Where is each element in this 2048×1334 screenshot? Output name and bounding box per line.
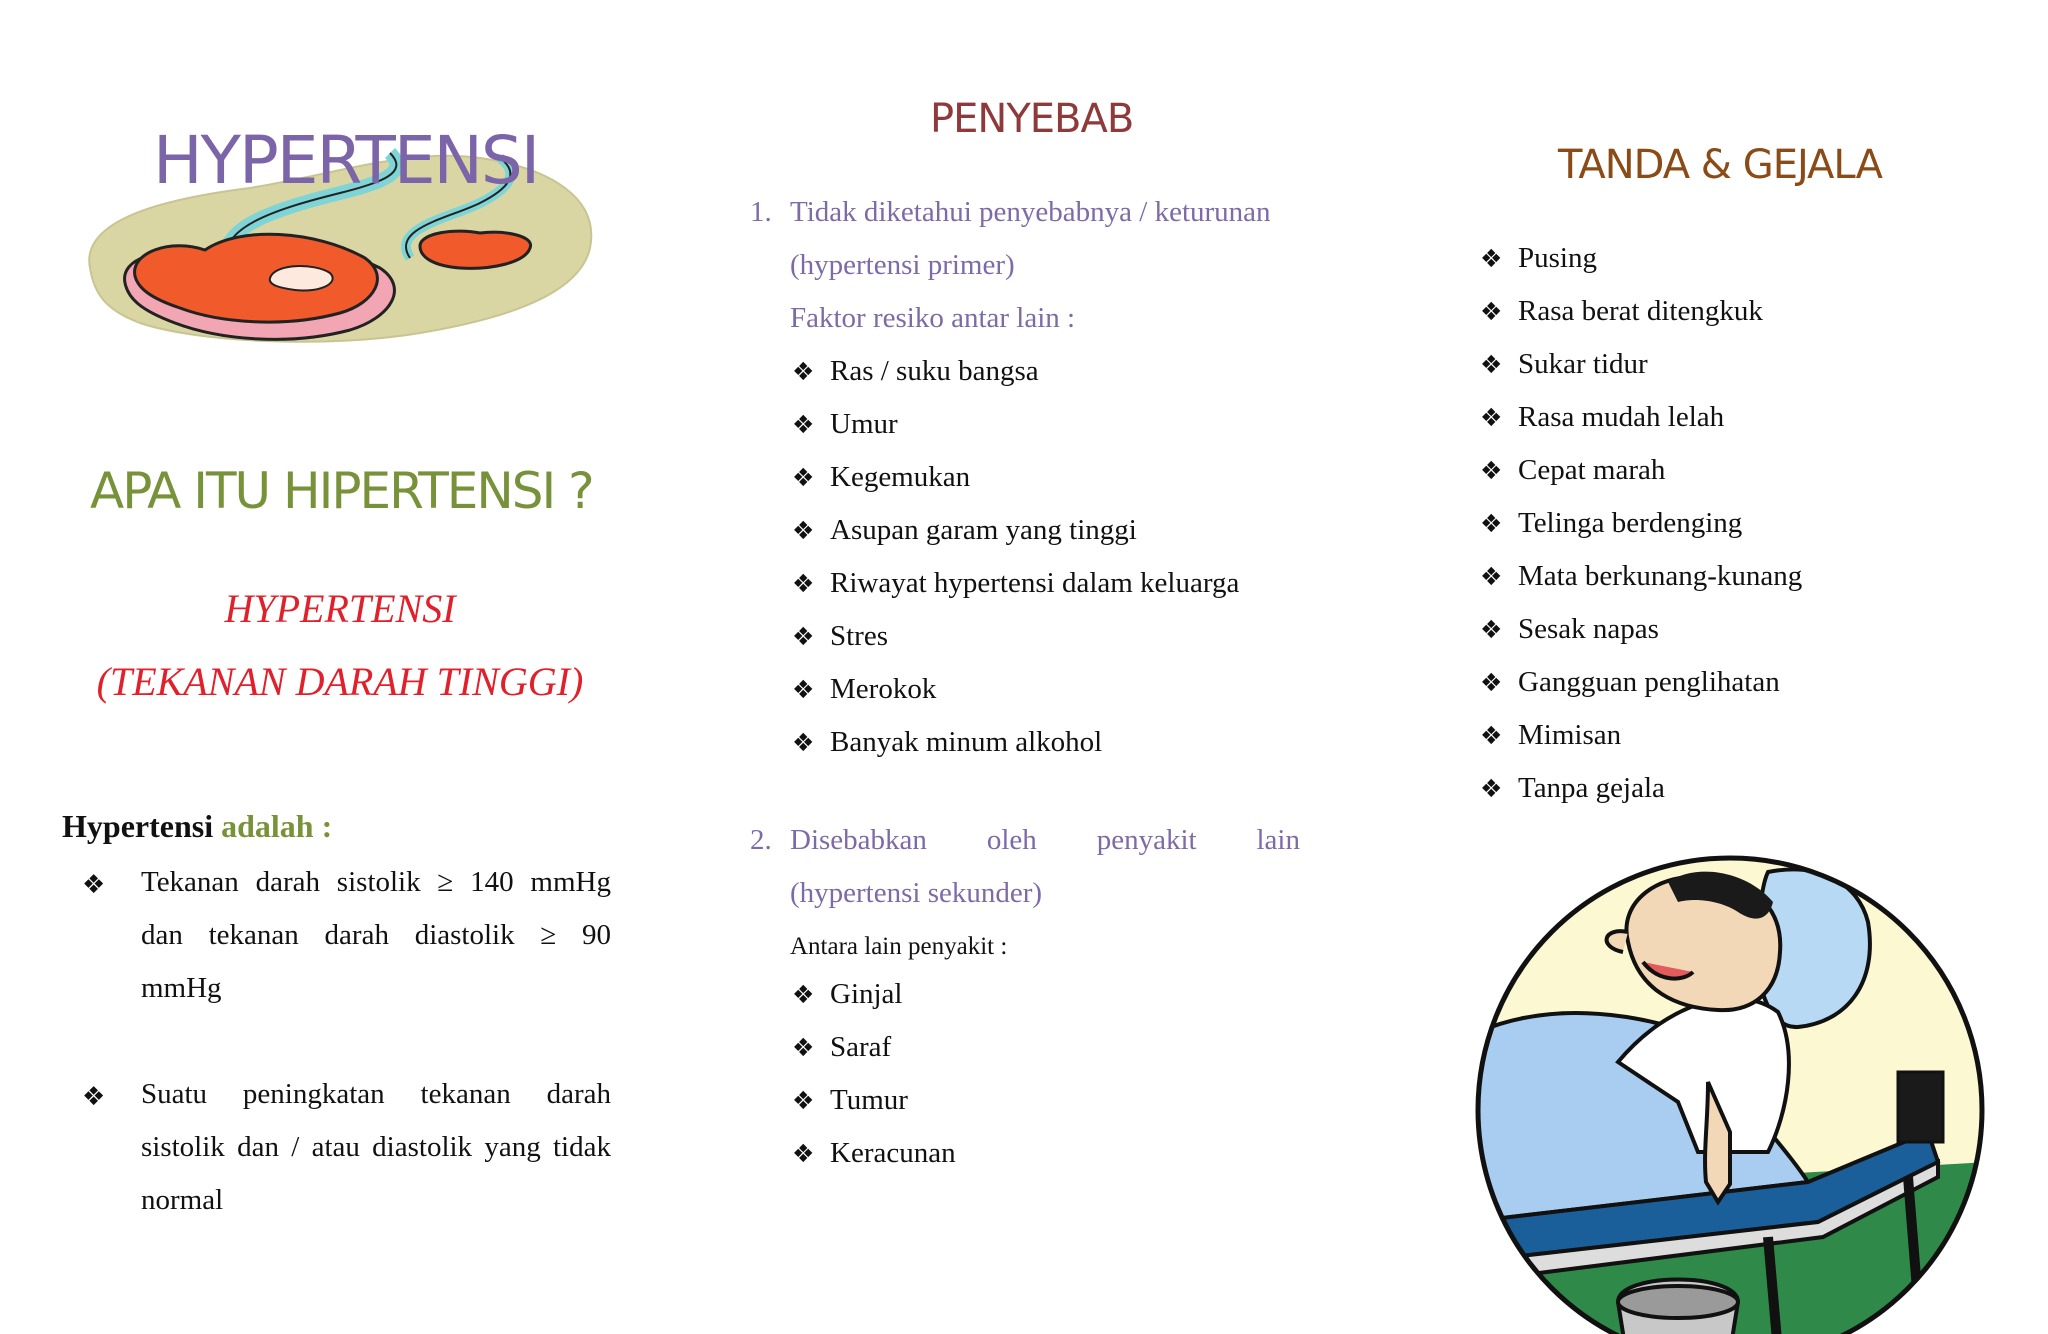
list-item (1480, 242, 1597, 275)
sweat-drop-2 (1563, 897, 1576, 912)
definition-bullet2-line2: sistolik dan / atau diastolik yang tidak (141, 1131, 611, 1163)
list-item (792, 567, 1239, 600)
heart-highlight (270, 266, 333, 291)
list-item-label: Pusing (1518, 242, 1597, 274)
sweat-drop (1588, 867, 1601, 882)
heart-small (420, 231, 531, 268)
list-item (792, 673, 936, 706)
cause2-line1: Disebabkan oleh penyakit lain (790, 824, 1300, 856)
penyebab-heading: PENYEBAB (930, 96, 1134, 142)
list-item-label: Tanpa gejala (1518, 772, 1665, 804)
definition-bullet1-line1: Tekanan darah sistolik ≥ 140 mmHg (141, 866, 611, 898)
definition-bullet1-line3: mmHg (141, 972, 222, 1004)
cause1-line2: (hypertensi primer) (790, 249, 1015, 281)
bullet-icon: ❖ (792, 463, 815, 492)
list-item-label: Merokok (830, 673, 937, 705)
list-item (1480, 613, 1659, 646)
definition-bullet2-line1: Suatu peningkatan tekanan darah (141, 1078, 611, 1110)
list-item (1480, 295, 1763, 328)
list-item (792, 514, 1137, 547)
title: HYPERTENSI (153, 122, 539, 199)
bullet-icon: ❖ (82, 870, 106, 900)
subtitle-line1: HYPERTENSI (224, 586, 456, 631)
bullet-icon: ❖ (1480, 403, 1503, 432)
list-item (1480, 560, 1802, 593)
list-item (792, 726, 1102, 759)
cause1-sublabel: Faktor resiko antar lain : (790, 302, 1076, 334)
list-item-label: Stres (830, 620, 888, 652)
bullet-icon: ❖ (1480, 509, 1503, 538)
cause1-line1: Tidak diketahui penyebabnya / keturunan (790, 196, 1271, 228)
bullet-icon: ❖ (792, 980, 815, 1009)
list-item-label: Sukar tidur (1518, 348, 1648, 380)
bullet-icon: ❖ (792, 1033, 815, 1062)
subtitle-line2: (TEKANAN DARAH TINGGI) (96, 659, 584, 704)
list-item (1480, 507, 1742, 540)
list-item (792, 978, 903, 1011)
bullet-icon: ❖ (1480, 456, 1503, 485)
list-item (792, 1084, 908, 1117)
list-item-label: Cepat marah (1518, 454, 1666, 486)
list-item-label: Tumur (830, 1084, 908, 1116)
list-item (1480, 719, 1621, 752)
bed-control-box (1898, 1072, 1943, 1142)
list-item-label: Umur (830, 408, 898, 440)
list-item-label: Banyak minum alkohol (830, 726, 1103, 758)
bullet-icon: ❖ (82, 1082, 106, 1112)
list-item-label: Gangguan penglihatan (1518, 666, 1780, 698)
question-heading: APA ITU HIPERTENSI ? (90, 462, 593, 520)
bullet-icon: ❖ (1480, 562, 1503, 591)
list-item (1480, 454, 1665, 487)
definition-bullet2-line3: normal (141, 1184, 224, 1216)
list-item-label: Rasa mudah lelah (1518, 401, 1725, 433)
list-item-label: Keracunan (830, 1137, 956, 1169)
list-item (792, 355, 1039, 388)
list-item (1480, 772, 1665, 805)
list-item-label: Mimisan (1518, 719, 1622, 751)
sick-patient-clipart (1468, 832, 1988, 1334)
bullet-icon: ❖ (792, 622, 815, 651)
list-item-label: Telinga berdenging (1518, 507, 1743, 539)
bullet-icon: ❖ (792, 675, 815, 704)
list-item (792, 620, 888, 653)
cause2-sublabel: Antara lain penyakit : (790, 933, 1008, 960)
list-item-label: Ras / suku bangsa (830, 355, 1039, 387)
cause2-number: 2. (750, 824, 772, 856)
list-item (792, 408, 898, 441)
list-item-label: Rasa berat ditengkuk (1518, 295, 1763, 327)
bullet-icon: ❖ (792, 728, 815, 757)
list-item-label: Asupan garam yang tinggi (830, 514, 1137, 546)
bullet-icon: ❖ (792, 1139, 815, 1168)
list-item-label: Saraf (830, 1031, 892, 1063)
bullet-icon: ❖ (1480, 721, 1503, 750)
bullet-icon: ❖ (792, 410, 815, 439)
bullet-icon: ❖ (1480, 244, 1503, 273)
cause2-line2: (hypertensi sekunder) (790, 877, 1043, 909)
list-item (792, 1137, 956, 1170)
list-item-label: Kegemukan (830, 461, 971, 493)
bullet-icon: ❖ (792, 516, 815, 545)
list-item-label: Mata berkunang-kunang (1518, 560, 1803, 592)
list-item (1480, 401, 1724, 434)
bullet-icon: ❖ (792, 357, 815, 386)
bullet-icon: ❖ (1480, 668, 1503, 697)
tanda-heading: TANDA & GEJALA (1558, 142, 1882, 188)
list-item (1480, 348, 1648, 381)
cause1-number: 1. (750, 196, 772, 228)
definition-verb: adalah : (221, 808, 333, 844)
bullet-icon: ❖ (792, 1086, 815, 1115)
definition-bullet1-line2: dan tekanan darah diastolik ≥ 90 (141, 919, 611, 951)
bullet-icon: ❖ (1480, 774, 1503, 803)
bucket-rim (1618, 1286, 1738, 1318)
bullet-icon: ❖ (1480, 350, 1503, 379)
definition-heading (62, 808, 332, 845)
bullet-icon: ❖ (792, 569, 815, 598)
list-item-label: Riwayat hypertensi dalam keluarga (830, 567, 1240, 599)
bullet-icon: ❖ (1480, 297, 1503, 326)
list-item (792, 1031, 891, 1064)
list-item-label: Sesak napas (1518, 613, 1659, 645)
list-item-label: Ginjal (830, 978, 903, 1010)
list-item (1480, 666, 1780, 699)
list-item (792, 461, 970, 494)
definition-term: Hypertensi (62, 808, 214, 844)
bullet-icon: ❖ (1480, 615, 1503, 644)
